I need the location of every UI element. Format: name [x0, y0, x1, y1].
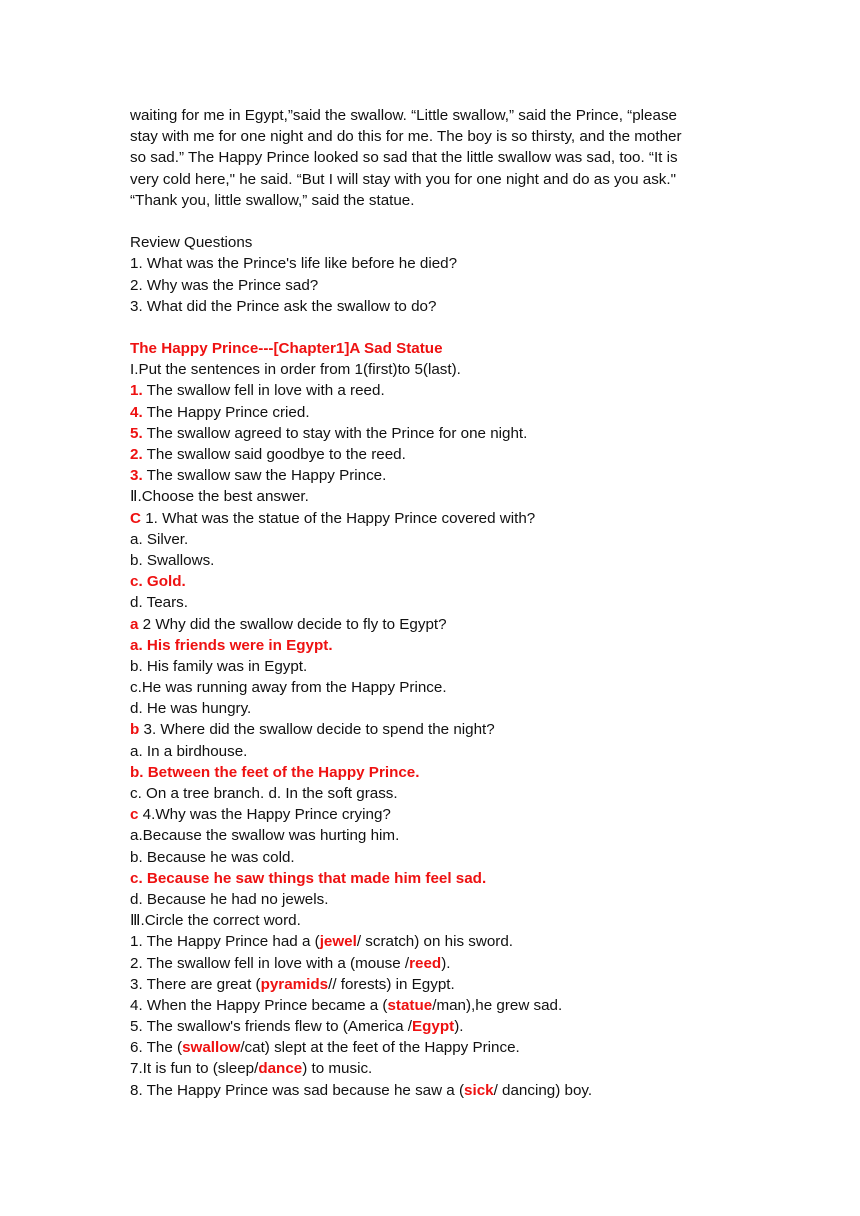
mc-option: b. His family was in Egypt. [130, 657, 308, 675]
order-number: 4. [130, 403, 143, 421]
spacer [130, 211, 740, 232]
circle-item-post: // forests) in Egypt. [328, 975, 455, 993]
order-text: The swallow saw the Happy Prince. [142, 467, 387, 485]
mc-option: a. Silver. [130, 530, 189, 548]
mc-option-correct: a. His friends were in Egypt. [130, 636, 333, 654]
circle-item-post: / scratch) on his sword. [356, 933, 513, 951]
review-question: 2. Why was the Prince sad? [130, 276, 319, 294]
circle-item-pre: 8. The Happy Prince was sad because he saw a ( [130, 1081, 465, 1099]
review-question: 3. What did the Prince ask the swallow to do? [130, 297, 437, 315]
circle-item [130, 995, 740, 1016]
mc-question [130, 719, 740, 740]
circle-item-pre: 7.It is fun to (sleep/ [130, 1060, 259, 1078]
mc-question [130, 614, 740, 635]
circle-item [130, 1058, 740, 1079]
review-title: Review Questions [130, 234, 253, 252]
circle-item [130, 1037, 740, 1058]
order-text: The swallow said goodbye to the reed. [142, 446, 406, 463]
circle-item-answer: Egypt [412, 1018, 455, 1036]
mc-question-text: 3. Where did the swallow decide to spend the night? [139, 721, 495, 739]
circle-item-post: ) to music. [302, 1060, 373, 1078]
circle-item-post: / dancing) boy. [493, 1081, 593, 1099]
order-text: The Happy Prince cried. [142, 403, 310, 421]
mc-question-text: 2 Why did the swallow decide to fly to Egypt? [138, 615, 447, 633]
circle-item-answer: reed [409, 954, 442, 972]
order-number: 1. [130, 382, 143, 400]
mc-question-text: 4.Why was the Happy Prince crying? [138, 806, 391, 824]
order-item [130, 444, 740, 465]
order-item [130, 465, 740, 486]
order-number: 2. [130, 446, 143, 463]
mc-option: c. On a tree branch. d. In the soft grass. [130, 785, 398, 802]
mc-answer-key: a [130, 615, 139, 633]
mc-option: b. Swallows. [130, 551, 215, 569]
mc-option-correct: c. Because he saw things that made him feel sad. [130, 869, 487, 887]
circle-item-pre: 6. The ( [130, 1039, 183, 1057]
document-page [130, 105, 740, 1101]
mc-option: a. In a birdhouse. [130, 742, 248, 760]
order-item [130, 380, 740, 401]
story-paragraph [130, 105, 740, 211]
spacer [130, 317, 740, 338]
story-line: so sad.” The Happy Prince looked so sad that the little swallow was sad, too. “It is [130, 149, 678, 167]
section-title: The Happy Prince---[Chapter1]A Sad Statue [130, 340, 443, 358]
circle-item-answer: statue [387, 996, 433, 1014]
order-text: The swallow fell in love with a reed. [142, 382, 385, 400]
mc-question [130, 804, 740, 825]
mc-option: d. Because he had no jewels. [130, 890, 329, 908]
circle-item [130, 974, 740, 995]
order-number: 3. [130, 467, 143, 485]
circle-item-post: /cat) slept at the feet of the Happy Prince. [240, 1039, 520, 1057]
part1-instruction: I.Put the sentences in order from 1(first)to 5(last). [130, 361, 461, 379]
mc-answer-key: b [130, 721, 140, 739]
mc-option: d. He was hungry. [130, 700, 252, 718]
circle-item-pre: 4. When the Happy Prince became a ( [130, 996, 388, 1014]
mc-option: d. Tears. [130, 594, 188, 612]
circle-item-post: ). [441, 954, 451, 972]
story-line: stay with me for one night and do this for me. The boy is so thirsty, and the mother [130, 128, 682, 146]
circle-item-answer: sick [464, 1081, 494, 1099]
circle-item-pre: 1. The Happy Prince had a ( [130, 933, 320, 951]
mc-option-correct: c. Gold. [130, 573, 186, 591]
mc-option: a.Because the swallow was hurting him. [130, 827, 400, 845]
circle-item-post: /man),he grew sad. [432, 996, 563, 1014]
story-line: waiting for me in Egypt,”said the swallow. “Little swallow,” said the Prince, “please [130, 107, 677, 124]
circle-item-answer: dance [258, 1060, 303, 1078]
circle-item-pre: 3. There are great ( [130, 975, 261, 993]
mc-question [130, 508, 740, 529]
mc-option: b. Because he was cold. [130, 848, 295, 866]
circle-item [130, 1016, 740, 1037]
circle-item-post: ). [454, 1018, 464, 1036]
part3-instruction: Ⅲ.Circle the correct word. [130, 912, 301, 930]
circle-item [130, 1080, 740, 1101]
circle-item [130, 953, 740, 974]
order-text: The swallow agreed to stay with the Prince for one night. [142, 424, 528, 442]
circle-item-pre: 2. The swallow fell in love with a (mouse / [130, 954, 410, 972]
mc-answer-key: C [130, 509, 141, 527]
review-question: 1. What was the Prince's life like before he died? [130, 255, 458, 273]
circle-item-pre: 5. The swallow's friends flew to (America / [130, 1018, 412, 1036]
circle-item-answer: jewel [319, 933, 357, 951]
mc-question-text: 1. What was the statue of the Happy Prince covered with? [140, 509, 536, 527]
part2-instruction: Ⅱ.Choose the best answer. [130, 488, 309, 506]
circle-item-answer: swallow [182, 1039, 241, 1057]
order-item [130, 402, 740, 423]
story-line: “Thank you, little swallow,” said the statue. [130, 191, 415, 209]
order-number: 5. [130, 424, 143, 442]
circle-item [130, 931, 740, 952]
mc-option: c.He was running away from the Happy Prince. [130, 679, 447, 697]
mc-option-correct: b. Between the feet of the Happy Prince. [130, 763, 420, 781]
story-line: very cold here," he said. “But I will stay with you for one night and do as you ask." [130, 170, 677, 188]
order-item [130, 423, 740, 444]
circle-item-answer: pyramids [260, 975, 329, 993]
mc-answer-key: c [130, 806, 139, 824]
